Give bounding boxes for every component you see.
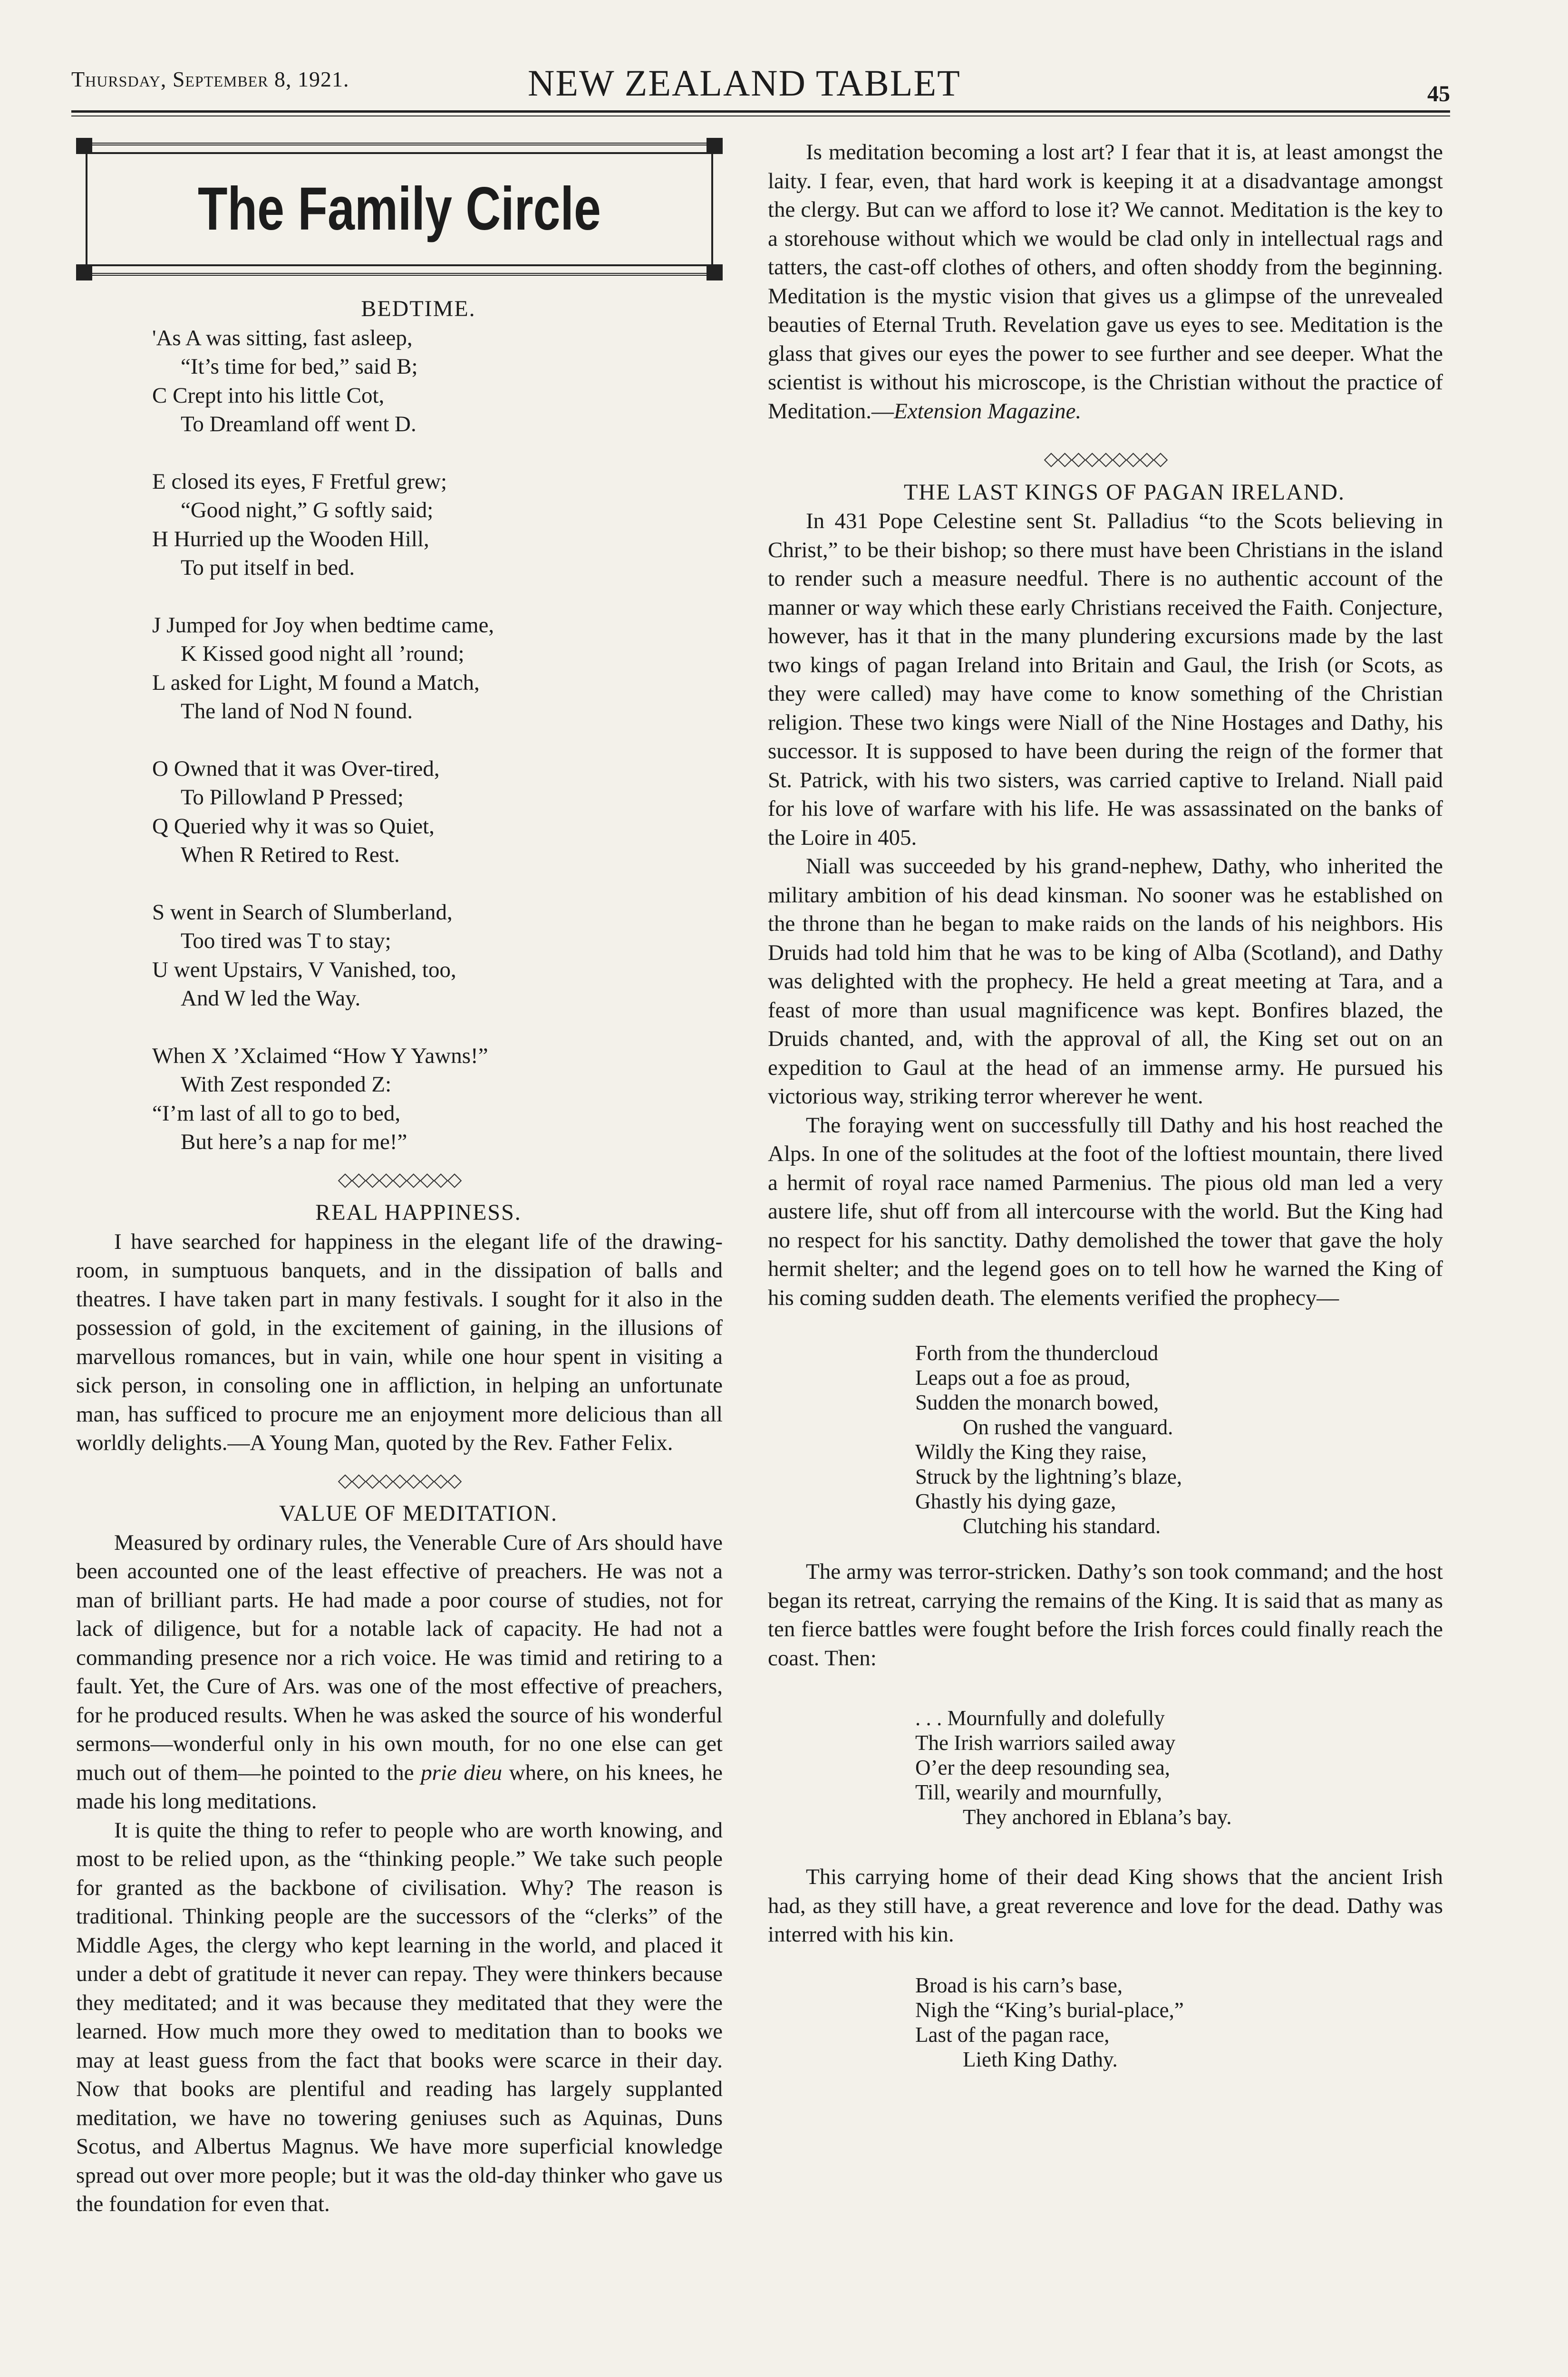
poem-line: When X ’Xclaimed “How Y Yawns!” xyxy=(152,1043,488,1068)
page-header xyxy=(71,62,1450,114)
article-paragraph: The army was terror-stricken. Dathy’s son took command; and the host began its retreat, carrying the remains of the King. It is said that as many as ten fierce battles were fought before the Irish forces could finally reach the coast. Then: xyxy=(768,1559,1443,1671)
poem-line: J Jumped for Joy when bedtime came, xyxy=(152,612,494,638)
poem-stanza xyxy=(152,1042,723,1157)
verse-line: Struck by the lightning’s blaze, xyxy=(915,1465,1182,1488)
bedtime-poem xyxy=(152,324,723,1157)
poem-line: C Crept into his little Cot, xyxy=(152,383,385,408)
article-paragraph: The foraying went on successfully till Dathy and his host reached the Alps. In one of the solitudes at the foot of the loftiest mountain, there lived a hermit of royal race named Parmenius. The pious old man led a very austere life, shut off from all intercourse with the world. But the King had no respect for his sanctity. Dathy demolished the tower that gave the holy hermit shelter; and the legend goes on to tell how he warned the King of his coming sudden death. The elements verified the prophecy— xyxy=(768,1112,1443,1310)
poem-line: “Good night,” G softly said; xyxy=(181,498,434,522)
verse-line: Leaps out a foe as proud, xyxy=(915,1366,1131,1390)
verse-block xyxy=(915,1973,1443,2072)
article-paragraph: I have searched for happiness in the elegant life of the drawing-room, in sumptuous banquets, and in the dissipation of balls and theatres. I have taken part in many festivals. I sought for it also in the possession of gold, in the excitement of gaining, in the illusions of marvellous romances, but in vain, while one hour spent in visiting a sick person, in consoling one in affliction, in helping an unfortunate man, has sufficed to procure me an enjoyment more delicious than all worldly delights.—A Young Man, quoted by the Rev. Father Felix. xyxy=(76,1229,723,1455)
italic-text: prie dieu xyxy=(421,1760,503,1785)
article-paragraph: It is quite the thing to refer to people who are worth knowing, and most to be relied upon, as the “thinking people.” We take such people for granted as the backbone of civilisation. Why? The reason is traditional. Thinking people are the successors of the “clerks” of the Middle Ages, the clergy who kept learning in the world, and placed it under a debt of gratitude it never can repay. They were thinkers because they meditated; and it was because they meditated that they were the learned. How much more they owed to meditation than to books we may at least guess from the fact that books were scarce in their day. Now that books are plentiful and reading has largely supplanted meditation, we have no towering geniuses such as Aquinas, Duns Scotus, and Albertus Magnus. We have more superficial knowledge spread out over more people; but it was the old-day thinker who gave us the foundation for even that. xyxy=(76,1817,723,2216)
poem-line: But here’s a nap for me!” xyxy=(181,1130,407,1154)
article-paragraph: This carrying home of their dead King shows that the ancient Irish had, as they still have, a great reverence and love for the dead. Dathy was interred with his kin. xyxy=(768,1865,1443,1947)
left-column xyxy=(76,138,723,2219)
verse-block xyxy=(915,1341,1443,1538)
banner-corner-ornament xyxy=(707,264,723,280)
verse-block xyxy=(915,1706,1443,1829)
section-divider-ornament: ◇◇◇◇◇◇◇◇◇ xyxy=(338,1168,461,1190)
right-column xyxy=(768,138,1443,2091)
article-paragraph xyxy=(768,138,1443,425)
poem-line: L asked for Light, M found a Match, xyxy=(152,670,480,695)
article-paragraph: Niall was succeeded by his grand-nephew, Dathy, who inherited the military ambition of his dead kinsman. No sooner was he established on the throne than he began to make raids on the lands of his neighbors. His Druids had told him that he was to be king of Alba (Scotland), and Dathy was delighted with the prophecy. He held a great meeting at Tara, and a feast of more than usual magnificence was kept. Bonfires blazed, the Druids chanted, and, with the approval of all, the King set out on an expedition to Gaul at the head of an immense army. He pursued his victorious way, striking terror wherever he went. xyxy=(768,854,1443,1109)
poem-line: When R Retired to Rest. xyxy=(181,842,400,867)
verse-line: Ghastly his dying gaze, xyxy=(915,1489,1116,1513)
poem-line: With Zest responded Z: xyxy=(181,1072,392,1097)
poem-line: 'As A was sitting, fast asleep, xyxy=(152,325,413,350)
verse-line: Nigh the “King’s burial-place,” xyxy=(915,1998,1184,2022)
section-divider-ornament: ◇◇◇◇◇◇◇◇◇ xyxy=(1044,448,1167,469)
poem-title: BEDTIME. xyxy=(361,296,476,321)
italic-text: Extension Magazine. xyxy=(894,398,1082,424)
poem-line: The land of Nod N found. xyxy=(181,699,413,724)
poem-line: U went Upstairs, V Vanished, too, xyxy=(152,957,456,982)
poem-line: To put itself in bed. xyxy=(181,555,355,580)
banner-corner-ornament xyxy=(76,264,92,280)
verse-line: They anchored in Eblana’s bay. xyxy=(963,1805,1232,1829)
family-circle-banner xyxy=(76,138,723,280)
poem-line: And W led the Way. xyxy=(181,986,361,1011)
poem-line: To Dreamland off went D. xyxy=(181,412,416,436)
verse-line: . . . Mournfully and dolefully xyxy=(915,1706,1165,1730)
poem-stanza xyxy=(152,324,723,439)
verse-line: On rushed the vanguard. xyxy=(963,1415,1173,1439)
text-run: where, on his knees, he made his long meditations. xyxy=(76,1760,723,1814)
poem-line: H Hurried up the Wooden Hill, xyxy=(152,526,429,551)
article-paragraph: In 431 Pope Celestine sent St. Palladius “to the Scots believing in Christ,” to be their bishop; so there must have been Christians in the island to render such a measure needful. There is no authentic account of the manner or way which these early Christians received the Faith. Conjecture, however, has it that in the many plundering excursions made by the last two kings of pagan Ireland into Britain and Gaul, the Irish (or Scots, as they were called) may have come to know something of the Christian religion. These two kings were Niall of the Nine Hostages and Dathy, his successor. It is supposed to have been during the reign of the former that St. Patrick, with his two sisters, was carried captive to Ireland. Niall paid for his love of warfare with his life. He was assassinated on the banks of the Loire in 405. xyxy=(768,509,1443,850)
verse-line: Till, wearily and mournfully, xyxy=(915,1780,1162,1804)
verse-line: Forth from the thundercloud xyxy=(915,1341,1159,1365)
section-divider-ornament: ◇◇◇◇◇◇◇◇◇ xyxy=(338,1469,461,1491)
newspaper-title: NEW ZEALAND TABLET xyxy=(528,62,961,104)
article-title: THE LAST KINGS OF PAGAN IRELAND. xyxy=(903,479,1345,505)
header-rule xyxy=(71,110,1450,116)
verse-line: Wildly the King they raise, xyxy=(915,1440,1147,1464)
poem-line: S went in Search of Slumberland, xyxy=(152,899,453,925)
poem-line: Too tired was T to stay; xyxy=(181,928,391,953)
text-run: Is meditation becoming a lost art? I fear that it is, at least amongst the laity. I fear, even, that hard work is keeping it at a disadvantage amongst the clergy. But can we afford to lose it? We cannot. Meditation is the key to a storehouse without which we would be clad only in intellectual rags and tatters, the cast-off clothes of others, and often shoddy from the beginning. Meditation is the mystic vision that gives us a glimpse of the unrevealed beauties of Eternal Truth. Revelation gave us eyes to see. Meditation is the glass that gives our eyes the power to see further and see deeper. What the scientist is without his microscope, is the Christian without the practice of Meditation.— xyxy=(768,140,1443,424)
verse-line: The Irish warriors sailed away xyxy=(915,1731,1176,1755)
poem-line: K Kissed good night all ’round; xyxy=(181,641,465,666)
poem-line: O Owned that it was Over-tired, xyxy=(152,756,440,781)
poem-line: “It’s time for bed,” said B; xyxy=(181,354,418,379)
poem-line: “I’m last of all to go to bed, xyxy=(152,1101,401,1126)
section-title: The Family Circle xyxy=(198,174,601,243)
poem-stanza xyxy=(152,467,723,582)
banner-corner-ornament xyxy=(76,138,92,154)
article-title: VALUE OF MEDITATION. xyxy=(279,1501,558,1526)
article-title: REAL HAPPINESS. xyxy=(315,1200,522,1225)
verse-line: Clutching his standard. xyxy=(963,1514,1161,1538)
poem-line: To Pillowland P Pressed; xyxy=(181,785,404,810)
verse-line: Broad is his carn’s base, xyxy=(915,1973,1123,1997)
banner-inner-frame xyxy=(86,152,713,266)
poem-stanza xyxy=(152,754,723,870)
verse-line: Last of the pagan race, xyxy=(915,2022,1110,2047)
poem-line: Q Queried why it was so Quiet, xyxy=(152,813,435,839)
poem-stanza xyxy=(152,611,723,726)
text-run: Measured by ordinary rules, the Venerable Cure of Ars should have been accounted one of the least effective of preachers. He was not a man of brilliant parts. He had made a poor course of studies, not for lack of diligence, but for a notable lack of capacity. He had not a commanding presence nor a rich voice. He was timid and retiring to a fault. Yet, the Cure of Ars. was one of the most effective of preachers, for he produced results. When he was asked the source of his wonderful sermons—wonderful only in his own mouth, for no one else can get much out of them—he pointed to the xyxy=(76,1530,723,1785)
page-number: 45 xyxy=(1427,81,1450,106)
issue-date: Thursday, September 8, 1921. xyxy=(71,67,349,91)
article-paragraph xyxy=(76,1528,723,1816)
verse-line: O’er the deep resounding sea, xyxy=(915,1756,1171,1779)
poem-stanza xyxy=(152,898,723,1013)
verse-line: Lieth King Dathy. xyxy=(963,2047,1118,2071)
poem-line: E closed its eyes, F Fretful grew; xyxy=(152,469,447,494)
verse-line: Sudden the monarch bowed, xyxy=(915,1391,1159,1414)
banner-corner-ornament xyxy=(707,138,723,154)
